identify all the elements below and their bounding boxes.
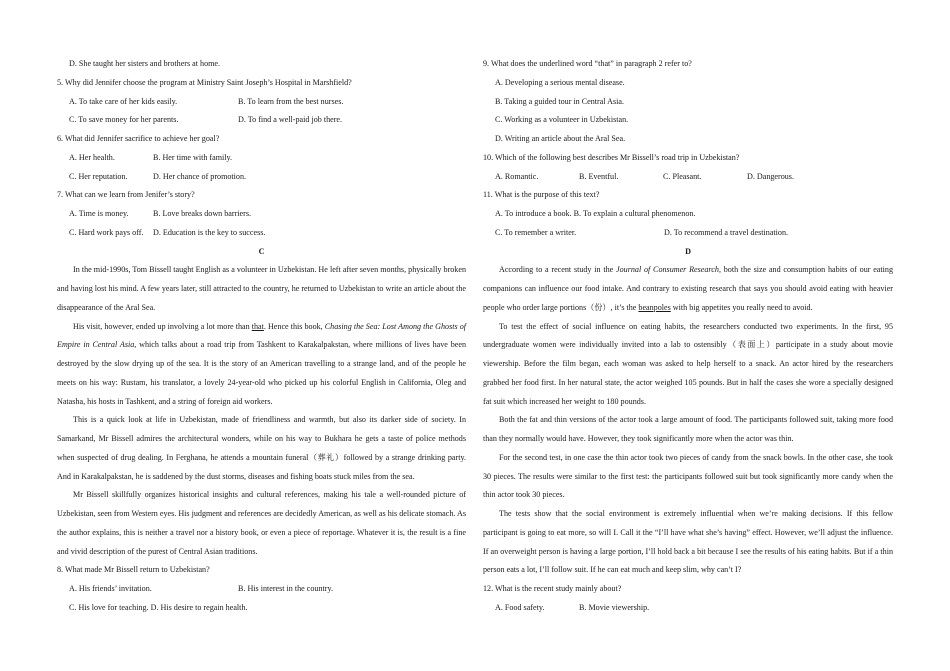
q6-option-b: B. Her time with family. <box>153 152 233 162</box>
q11-options-cd <box>483 224 893 243</box>
question-11: 11. What is the purpose of this text? <box>483 190 600 200</box>
q6-option-c: C. Her reputation. <box>69 171 128 181</box>
passage-c-paragraph-4: Mr Bissell skillfully organizes historical insights and cultural references, making his tale a well-rounded picture of Uzbekistan, seen from Western eyes. His judgment and references are decidedly American, as well as his delicate stomach. As the author explains, this is neither a travel nor a history book, or even a piece of reportage. Whatever it is, the result is a fine and vivid description of the purest of Central Asian traditions. <box>57 490 466 556</box>
question-8: 8. What made Mr Bissell return to Uzbekistan? <box>57 565 210 575</box>
q12-options-ab <box>483 599 893 618</box>
q12-option-b: B. Movie viewership. <box>579 602 650 612</box>
q7-option-c: C. Hard work pays off. <box>69 227 144 237</box>
q11-options-ab <box>483 205 893 224</box>
q10-option-b: B. Eventful. <box>579 171 619 181</box>
passage-c-paragraph-3: This is a quick look at life in Uzbekistan, made of friendliness and warmth, but also its darker side of society. In Samarkand, Mr Bissell admires the architectural wonders, while on his way to Bukhara he gets a taste of police methods when suspected of drug dealing. In Ferghana, he attends a mountain funeral（葬礼）followed by a strange drinking party. And in Karakalpakstan, he is saddened by the dust storms, diseases and fishing boats stuck miles from the sea. <box>57 415 466 481</box>
passage-d-paragraph-4: For the second test, in one case the thin actor took two pieces of candy from the snack bowls. In the other case, she took 30 pieces. The results were similar to the first test: the participants followed suit but took significantly more candy when the thin actor took 30 pieces. <box>483 452 893 500</box>
section-d-heading: D <box>685 246 691 256</box>
underlined-beanpoles: beanpoles <box>638 302 671 312</box>
q10-option-c: C. Pleasant. <box>663 171 702 181</box>
question-9: 9. What does the underlined word “that” in paragraph 2 refer to? <box>483 59 692 68</box>
q6-option-d: D. Her chance of promotion. <box>153 171 247 181</box>
journal-title: Journal of Consumer Research <box>616 265 719 275</box>
q8-options-ab <box>57 580 466 599</box>
q7-option-b: B. Love breaks down barriers. <box>153 209 251 218</box>
passage-d-paragraph-2: To test the effect of social influence on eating habits, the researchers conducted two experiments. In the first, 95 undergraduate women were individually invited into a lab to ostensibly（表面上）participate in a study about movie viewership. Before the film began, each woman was asked to help herself to a snack. An actor hired by the researchers grabbed her food first. In her natural state, the actor weighed 105 pounds. But in half the cases she wore a specially designed fat suit which increased her weight to 180 pounds. <box>483 321 893 406</box>
q8-option-d: D. His desire to regain health. <box>150 602 248 612</box>
section-d-passage <box>483 261 893 580</box>
passage-d-paragraph-1: According to a recent study in the Journal of Consumer Research, both the size and consumption habits of our eating companions can influence our food intake. And contrary to existing research that says you should avoid eating with heavier people who order large portions（份）, it’s the beanpoles with big appetites you really need to avoid. <box>483 265 893 312</box>
q11-option-b: B. To explain a cultural phenomenon. <box>573 209 696 218</box>
q12-option-a: A. Food safety. <box>495 602 545 612</box>
left-column <box>57 55 466 618</box>
q5-options-cd <box>57 111 466 130</box>
q6-option-a: A. Her health. <box>69 152 115 162</box>
q7-options-cd <box>57 224 466 243</box>
q8-option-c: C. His love for teaching. <box>69 602 149 612</box>
q9-option-a: A. Developing a serious mental disease. <box>495 77 625 87</box>
passage-c-paragraph-2: His visit, however, ended up involving a lot more than that. Hence this book, Chasing the Sea: Lost Among the Ghosts of Empire in Central Asia, which talks about a road trip from Tashkent to Karakalpakstan, where millions of lives have been destroyed by the slow drying up of the sea. It is the story of an American travelling to a strange land, and of the people he meets on his way: Rustam, his translator, a lovely 24-year-old who picked up his colorful English in California, Oleg and Natasha, his hosts in Tashkent, and a string of foreign aid workers. <box>57 321 466 406</box>
q11-option-d: D. To recommend a travel destination. <box>664 227 789 237</box>
q4-option-d: D. She taught her sisters and brothers at home. <box>69 59 221 68</box>
q7-option-d: D. Education is the key to success. <box>153 227 266 237</box>
section-c-heading: C <box>258 246 265 256</box>
question-12: 12. What is the recent study mainly about? <box>483 584 622 593</box>
q5-option-b: B. To learn from the best nurses. <box>238 96 344 106</box>
q5-option-c: C. To save money for her parents. <box>69 115 179 125</box>
passage-d-paragraph-3: Both the fat and thin versions of the actor took a large amount of food. The participants followed suit, taking more food than they normally would have. However, they took significantly more when the actor was thin. <box>483 415 893 443</box>
q5-option-d: D. To find a well-paid job there. <box>238 115 343 125</box>
passage-c-paragraph-1: In the mid-1990s, Tom Bissell taught English as a volunteer in Uzbekistan. He left after seven months, physically broken and having lost his mind. A few years later, still attracted to the country, he returned to Uzbekistan to write an article about the disappearance of the Aral Sea. <box>57 265 466 312</box>
right-column <box>483 55 893 618</box>
q6-options-ab <box>57 149 466 168</box>
q11-option-a: A. To introduce a book. <box>495 209 572 218</box>
section-c-passage <box>57 261 466 561</box>
book-title: Chasing the Sea: Lost Among the Ghosts of Empire in Central Asia <box>57 321 466 350</box>
question-6: 6. What did Jennifer sacrifice to achieve her goal? <box>57 134 220 143</box>
question-5: 5. Why did Jennifer choose the program at Ministry Saint Joseph’s Hospital in Marshfield? <box>57 77 352 87</box>
q5-option-a: A. To take care of her kids easily. <box>69 96 178 106</box>
q10-options <box>483 168 893 187</box>
q8-option-b: B. His interest in the country. <box>238 584 334 593</box>
q5-options-ab <box>57 93 466 112</box>
q6-options-cd <box>57 168 466 187</box>
q8-options-cd <box>57 599 466 618</box>
q9-option-c: C. Working as a volunteer in Uzbekistan. <box>495 115 629 125</box>
q8-option-a: A. His friends’ invitation. <box>69 584 152 593</box>
q10-option-d: D. Dangerous. <box>747 171 794 181</box>
q9-option-d: D. Writing an article about the Aral Sea. <box>495 134 626 143</box>
q7-options-ab <box>57 205 466 224</box>
q7-option-a: A. Time is money. <box>69 209 129 218</box>
q11-option-c: C. To remember a writer. <box>495 227 577 237</box>
q9-option-b: B. Taking a guided tour in Central Asia. <box>495 96 624 106</box>
question-10: 10. Which of the following best describes Mr Bissell’s road trip in Uzbekistan? <box>483 152 740 162</box>
question-7: 7. What can we learn from Jenifer’s story? <box>57 190 195 200</box>
underlined-that: that <box>251 321 264 331</box>
passage-d-paragraph-5: The tests show that the social environment is extremely influential when we’re making decisions. If this fellow participant is going to eat more, so will I. Call it the “I’ll have what she’s having” effect. However, we’ll adjust the influence. If an overweight person is having a large portion, I’ll hold back a bit because I see the results of his eating habits. But if a thin person eats a lot, I’ll follow suit. If he can eat much and keep slim, why can’t I? <box>483 509 893 575</box>
q10-option-a: A. Romantic. <box>495 171 539 181</box>
